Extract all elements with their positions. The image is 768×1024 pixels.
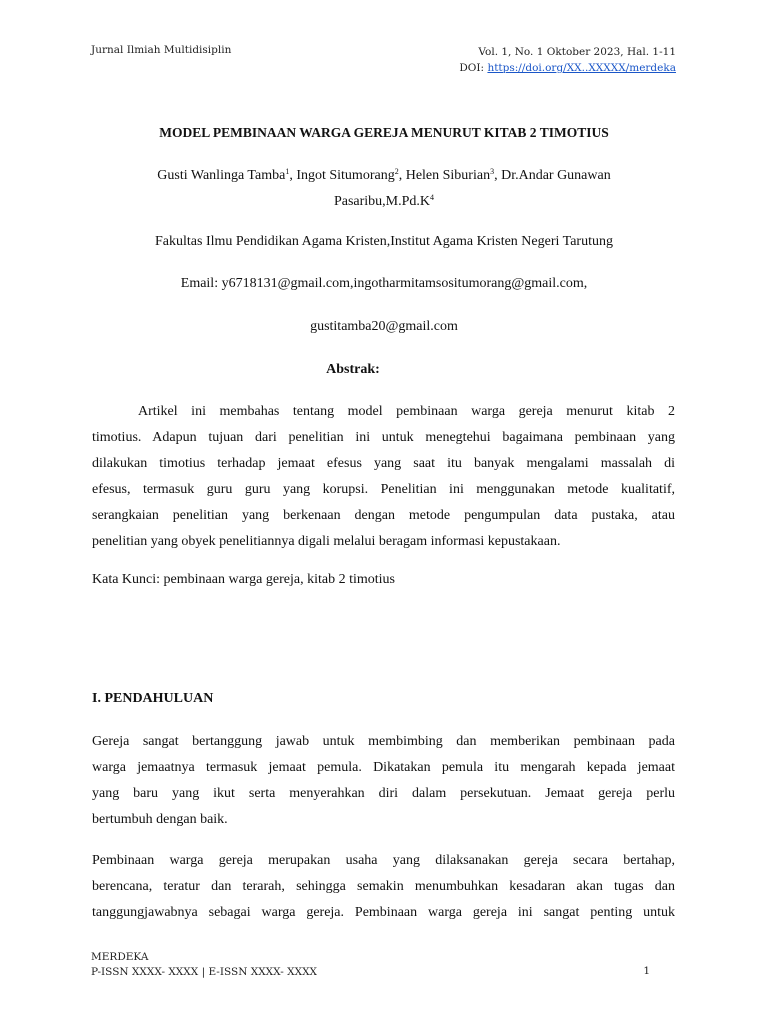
affiliation: Fakultas Ilmu Pendidikan Agama Kristen,Institut Agama Kristen Negeri Tarutung (155, 234, 613, 249)
doi-line (459, 60, 676, 76)
abstract-heading: Abstrak: (326, 362, 380, 377)
paragraph-line: yang baru yang ikut serta menyerahkan diri dalam persekutuan. Jemaat gereja perlu (92, 786, 675, 801)
email-line-1: Email: y6718131@gmail.com,ingotharmitamsositumorang@gmail.com, (180, 276, 588, 291)
issue-info (459, 44, 676, 76)
author-name: , Helen Siburian (398, 168, 491, 183)
keywords: Kata Kunci: pembinaan warga gereja, kitab 2 timotius (92, 572, 395, 587)
abstract-line: penelitian yang obyek penelitiannya digali melalui beragam informasi kepustakaan. (92, 534, 561, 549)
abstract-line: efesus, termasuk guru guru yang korupsi. Penelitian ini menggunakan metode kualitatif, (92, 482, 675, 497)
paragraph-line: bertumbuh dengan baik. (92, 812, 228, 827)
abstract-line: timotius. Adapun tujuan dari penelitian ini untuk menegtehui bagaimana pembinaan yang (92, 430, 675, 445)
paragraph-line: Pembinaan warga gereja merupakan usaha yang dilaksanakan gereja secara bertahap, (92, 853, 675, 868)
volume-info: Vol. 1, No. 1 Oktober 2023, Hal. 1-11 (478, 46, 676, 58)
abstract-body (92, 399, 675, 555)
paragraph-line: Gereja sangat bertanggung jawab untuk membimbing dan memberikan pembinaan pada (92, 734, 675, 749)
footer-journal-name: MERDEKA (91, 951, 149, 963)
author-name: Gusti Wanlinga Tamba (157, 168, 286, 183)
doi-link[interactable]: https://doi.org/XX..XXXXX/merdeka (487, 62, 676, 74)
intro-paragraph-1 (92, 729, 675, 833)
author-affiliation-mark: 3 (490, 167, 495, 176)
section-heading: I. PENDAHULUAN (92, 691, 214, 706)
author-affiliation-mark: 1 (285, 167, 290, 176)
paragraph-line: berencana, teratur dan terarah, sehingga semakin menumbuhkan kesadaran akan tugas dan (92, 879, 675, 894)
author-name: , Ingot Situmorang (289, 168, 395, 183)
page-footer (91, 950, 317, 980)
author-affiliation-mark: 4 (430, 193, 435, 202)
paper-title: MODEL PEMBINAAN WARGA GEREJA MENURUT KITAB 2 TIMOTIUS (159, 125, 609, 140)
author-affiliation-mark: 2 (394, 167, 399, 176)
author-list (110, 163, 658, 215)
page-number: 1 (643, 965, 650, 977)
intro-paragraph-2 (92, 848, 675, 926)
footer-issn: P-ISSN XXXX- XXXX | E-ISSN XXXX- XXXX (91, 966, 318, 978)
abstract-line: Artikel ini membahas tentang model pembinaan warga gereja menurut kitab 2 (138, 404, 675, 419)
paragraph-line: warga jemaatnya termasuk jemaat pemula. Dikatakan pemula itu mengarah kepada jemaat (92, 760, 675, 775)
doi-label: DOI: (459, 62, 488, 74)
abstract-line: serangkaian penelitian yang berkenaan dengan metode pengumpulan data pustaka, atau (92, 508, 675, 523)
author-name: , Dr.Andar Gunawan Pasaribu,M.Pd.K (333, 168, 611, 209)
abstract-line: dilakukan timotius terhadap jemaat efesus yang saat itu banyak mengalami massalah di (92, 456, 675, 471)
journal-name: Jurnal Ilmiah Multidisiplin (91, 44, 232, 56)
paragraph-line: tanggungjawabnya sebagai warga gereja. Pembinaan warga gereja ini sangat penting untuk (92, 905, 675, 920)
email-line-2: gustitamba20@gmail.com (310, 319, 458, 334)
